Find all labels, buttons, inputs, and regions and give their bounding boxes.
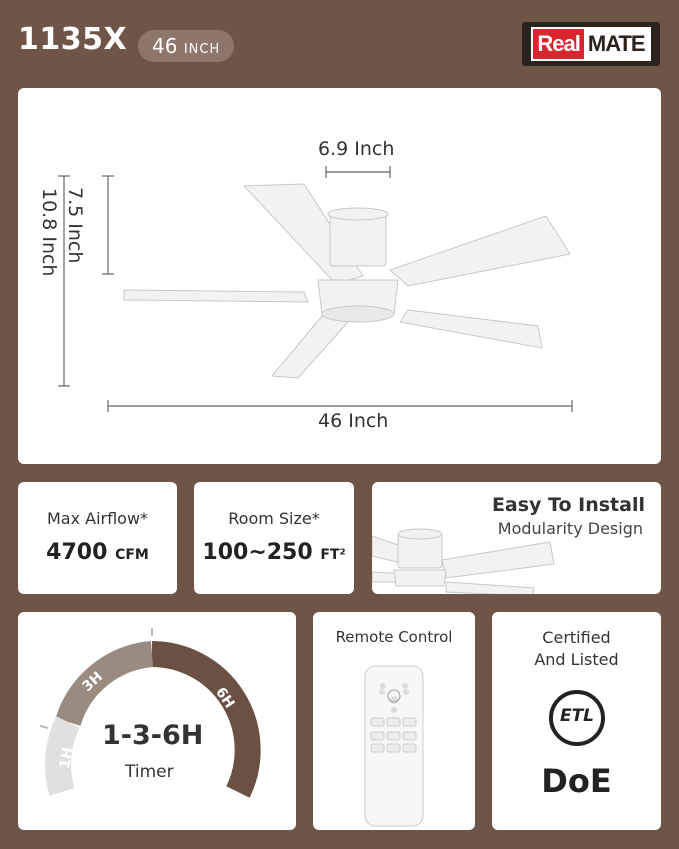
room-size-unit: FT² xyxy=(320,547,346,563)
size-number: 46 xyxy=(152,34,178,58)
remote-card xyxy=(313,612,475,830)
remote-title: Remote Control xyxy=(335,628,453,646)
downrod-height-label: 7.5 Inch xyxy=(64,187,86,264)
total-height-label: 10.8 Inch xyxy=(38,188,60,277)
fan-motor-illustration xyxy=(372,526,572,594)
span-label: 46 Inch xyxy=(318,410,389,432)
certified-line1: Certified xyxy=(542,628,611,647)
certified-card xyxy=(492,612,661,830)
airflow-number: 4700 xyxy=(46,540,108,565)
logo-real-text: Real xyxy=(533,29,583,59)
room-size-number: 100~250 xyxy=(202,540,313,565)
timer-value: 1-3-6H xyxy=(102,720,204,751)
canopy-width-label: 6.9 Inch xyxy=(318,138,395,160)
size-unit: INCH xyxy=(183,42,221,57)
airflow-unit: CFM xyxy=(115,547,149,563)
install-subtitle: Modularity Design xyxy=(497,519,643,538)
timer-1h-label: 1H xyxy=(56,746,77,770)
brand-logo xyxy=(522,22,660,66)
logo-mate-text: MATE xyxy=(584,29,649,59)
room-size-card xyxy=(194,482,354,594)
ceiling-fan-illustration xyxy=(124,184,570,378)
timer-3h-label: 3H xyxy=(79,668,107,696)
timer-card xyxy=(18,612,296,830)
install-card xyxy=(372,482,661,594)
airflow-label: Max Airflow* xyxy=(46,509,149,528)
model-number: 1135X xyxy=(18,22,128,57)
doe-mark: DoE xyxy=(541,762,612,800)
timer-6h-label: 6H xyxy=(212,684,238,712)
etl-logo-text: ETL xyxy=(559,706,595,726)
certified-line2: And Listed xyxy=(534,650,619,669)
airflow-value xyxy=(18,540,177,565)
install-title: Easy To Install xyxy=(491,494,645,516)
room-size-label: Room Size* xyxy=(228,509,320,528)
room-size-value xyxy=(194,540,354,565)
dimensions-card xyxy=(18,88,661,464)
size-badge xyxy=(138,30,234,62)
airflow-card xyxy=(18,482,177,594)
timer-label: Timer xyxy=(125,762,174,782)
remote-control-illustration xyxy=(313,660,475,830)
